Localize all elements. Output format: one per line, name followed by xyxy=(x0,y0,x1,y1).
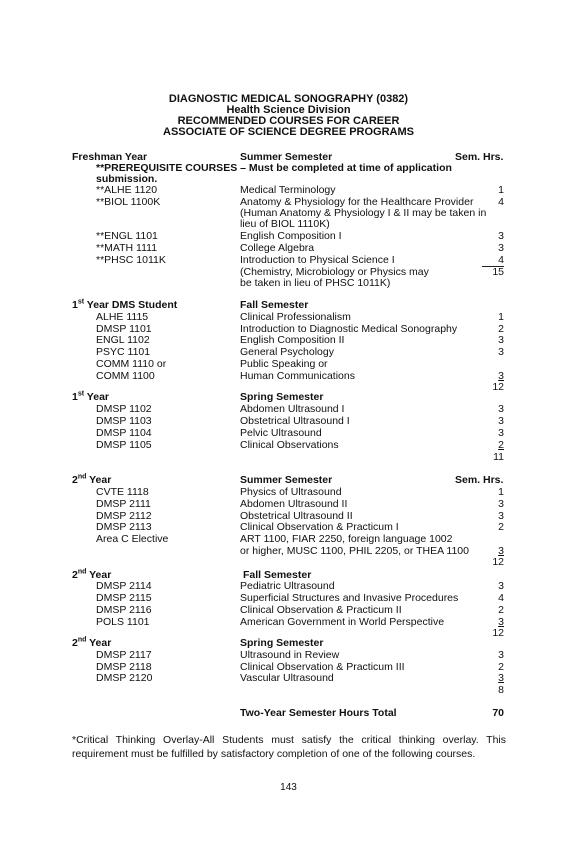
course-title: Pelvic Ultrasound xyxy=(240,427,322,439)
course-title: American Government in World Perspective xyxy=(240,616,445,628)
course-title: Superficial Structures and Invasive Procedures xyxy=(240,592,459,604)
course-code: POLS 1101 xyxy=(96,616,150,628)
course-code: ENGL 1102 xyxy=(96,334,150,346)
course-code: DMSP 1101 xyxy=(96,323,152,335)
course-title: Clinical Observations xyxy=(240,439,339,451)
semester-label: Fall Semester xyxy=(240,299,309,311)
semester-total: 8 xyxy=(498,684,504,696)
course-code: COMM 1110 or xyxy=(96,358,167,370)
course-code: COMM 1100 xyxy=(96,370,155,382)
course-code: DMSP 1102 xyxy=(96,403,152,415)
course-code: DMSP 1104 xyxy=(96,427,152,439)
course-title: Abdomen Ultrasound I xyxy=(240,403,345,415)
grand-total-value: 70 xyxy=(492,707,504,719)
course-title: Ultrasound in Review xyxy=(240,649,340,661)
course-hours: 3 xyxy=(498,580,504,592)
course-hours: 2 xyxy=(498,323,504,335)
semester-total: 11 xyxy=(493,451,504,463)
course-code: PSYC 1101 xyxy=(96,346,151,358)
sem-hrs-header: Sem. Hrs. xyxy=(455,151,504,163)
course-title: Clinical Observation & Practicum I xyxy=(240,521,399,533)
year-label: 1st Year DMS Student xyxy=(72,298,178,311)
course-code: CVTE 1118 xyxy=(96,486,149,498)
course-title: Public Speaking or xyxy=(240,358,328,370)
course-title: Clinical Observation & Practicum III xyxy=(240,661,405,673)
course-hours: 3 xyxy=(498,649,504,661)
course-code: DMSP 2116 xyxy=(96,604,152,616)
course-hours: 3 xyxy=(498,346,504,358)
course-hours: 4 xyxy=(498,196,504,208)
course-title: Obstetrical Ultrasound II xyxy=(240,510,353,522)
year-label: 1st Year xyxy=(72,390,109,403)
course-hours: 4 xyxy=(498,254,504,266)
course-title: Human Communications xyxy=(240,370,355,382)
course-title: Introduction to Physical Science I xyxy=(240,254,395,266)
course-code: **MATH 1111 xyxy=(96,242,158,254)
course-title: Medical Terminology xyxy=(240,184,336,196)
course-title: English Composition II xyxy=(240,334,345,346)
course-code: DMSP 2118 xyxy=(96,661,152,673)
grand-total-label: Two-Year Semester Hours Total xyxy=(240,707,397,719)
division-name: Health Science Division xyxy=(226,104,351,116)
course-hours: 3 xyxy=(498,230,504,242)
semester-total: 12 xyxy=(492,627,504,639)
course-code: **PHSC 1011K xyxy=(96,254,166,266)
course-hours: 3 xyxy=(498,415,504,427)
course-title-cont: or higher, MUSC 1100, PHIL 2205, or THEA 1100 xyxy=(240,545,469,557)
prerequisite-note-cont: submission. xyxy=(96,173,158,185)
course-title: Physics of Ultrasound xyxy=(240,486,342,498)
course-title: Vascular Ultrasound xyxy=(240,672,334,684)
course-code: ALHE 1115 xyxy=(96,311,149,323)
course-title: English Composition I xyxy=(240,230,342,242)
course-note: lieu of BIOL 1110K) xyxy=(240,218,330,230)
course-hours: 3 xyxy=(498,510,504,522)
course-hours: 3 xyxy=(498,370,504,382)
semester-total: 12 xyxy=(492,381,504,393)
course-hours: 3 xyxy=(498,616,504,628)
course-title: Pediatric Ultrasound xyxy=(240,580,335,592)
course-code: **ENGL 1101 xyxy=(96,230,158,242)
course-code: DMSP 2111 xyxy=(96,498,151,510)
year-label: 2nd Year xyxy=(72,636,112,649)
semester-total: 12 xyxy=(492,556,504,568)
course-hours: 1 xyxy=(498,184,504,196)
course-title: Abdomen Ultrasound II xyxy=(240,498,348,510)
prerequisite-note: **PREREQUISITE COURSES – Must be completed at time of application xyxy=(96,162,452,174)
course-code: **BIOL 1100K xyxy=(96,196,161,208)
course-hours: 2 xyxy=(498,604,504,616)
semester-label: Fall Semester xyxy=(243,569,312,581)
sem-hrs-header: Sem. Hrs. xyxy=(455,474,504,486)
course-code: DMSP 2120 xyxy=(96,672,153,684)
semester-label: Spring Semester xyxy=(240,637,324,649)
course-hours: 1 xyxy=(498,486,504,498)
critical-thinking-footnote: *Critical Thinking Overlay-All Students must satisfy the critical thinking overlay. This requirement must be fulfilled by satisfactory completion of one of the following courses. xyxy=(72,734,506,760)
course-title: ART 1100, FIAR 2250, foreign language 1002 xyxy=(240,533,453,545)
program-title: DIAGNOSTIC MEDICAL SONOGRAPHY (0382) xyxy=(168,93,409,105)
course-code: DMSP 2114 xyxy=(96,580,152,592)
course-title: Clinical Professionalism xyxy=(240,311,351,323)
course-title: Clinical Observation & Practicum II xyxy=(240,604,402,616)
course-title: General Psychology xyxy=(240,346,334,358)
course-code: DMSP 2113 xyxy=(96,521,152,533)
freshman-year-label: Freshman Year xyxy=(72,151,148,163)
recommended-courses-heading: RECOMMENDED COURSES FOR CAREER xyxy=(177,115,400,127)
course-note: (Human Anatomy & Physiology I & II may be taken in xyxy=(240,207,487,219)
course-code: DMSP 1105 xyxy=(96,439,152,451)
course-note: be taken in lieu of PHSC 1011K) xyxy=(240,277,391,289)
course-hours: 2 xyxy=(498,439,504,451)
year-label: 2nd Year xyxy=(72,568,112,581)
course-hours: 2 xyxy=(498,661,504,673)
course-code: DMSP 2117 xyxy=(96,649,152,661)
course-hours: 3 xyxy=(498,427,504,439)
course-hours: 3 xyxy=(498,403,504,415)
course-code: DMSP 2115 xyxy=(96,592,152,604)
semester-total: 15 xyxy=(492,266,504,278)
course-hours: 3 xyxy=(498,545,504,557)
course-title: Introduction to Diagnostic Medical Sonography xyxy=(240,323,458,335)
course-note: (Chemistry, Microbiology or Physics may xyxy=(240,266,429,278)
course-hours: 3 xyxy=(498,242,504,254)
page-number: 143 xyxy=(280,782,297,793)
course-title: Anatomy & Physiology for the Healthcare Provider xyxy=(240,196,474,208)
course-code: DMSP 1103 xyxy=(96,415,152,427)
freshman-semester-label: Summer Semester xyxy=(240,151,333,163)
course-code: Area C Elective xyxy=(96,533,169,545)
course-hours: 1 xyxy=(498,311,504,323)
degree-heading: ASSOCIATE OF SCIENCE DEGREE PROGRAMS xyxy=(163,126,414,138)
course-hours: 4 xyxy=(498,592,504,604)
course-code: **ALHE 1120 xyxy=(96,184,158,196)
course-title: College Algebra xyxy=(240,242,315,254)
year-label: 2nd Year xyxy=(72,473,112,486)
semester-label: Summer Semester xyxy=(240,474,333,486)
course-hours: 3 xyxy=(498,498,504,510)
course-hours: 2 xyxy=(498,521,504,533)
course-code: DMSP 2112 xyxy=(96,510,152,522)
course-title: Obstetrical Ultrasound I xyxy=(240,415,350,427)
semester-label: Spring Semester xyxy=(240,391,324,403)
course-hours: 3 xyxy=(498,672,504,684)
course-hours: 3 xyxy=(498,334,504,346)
